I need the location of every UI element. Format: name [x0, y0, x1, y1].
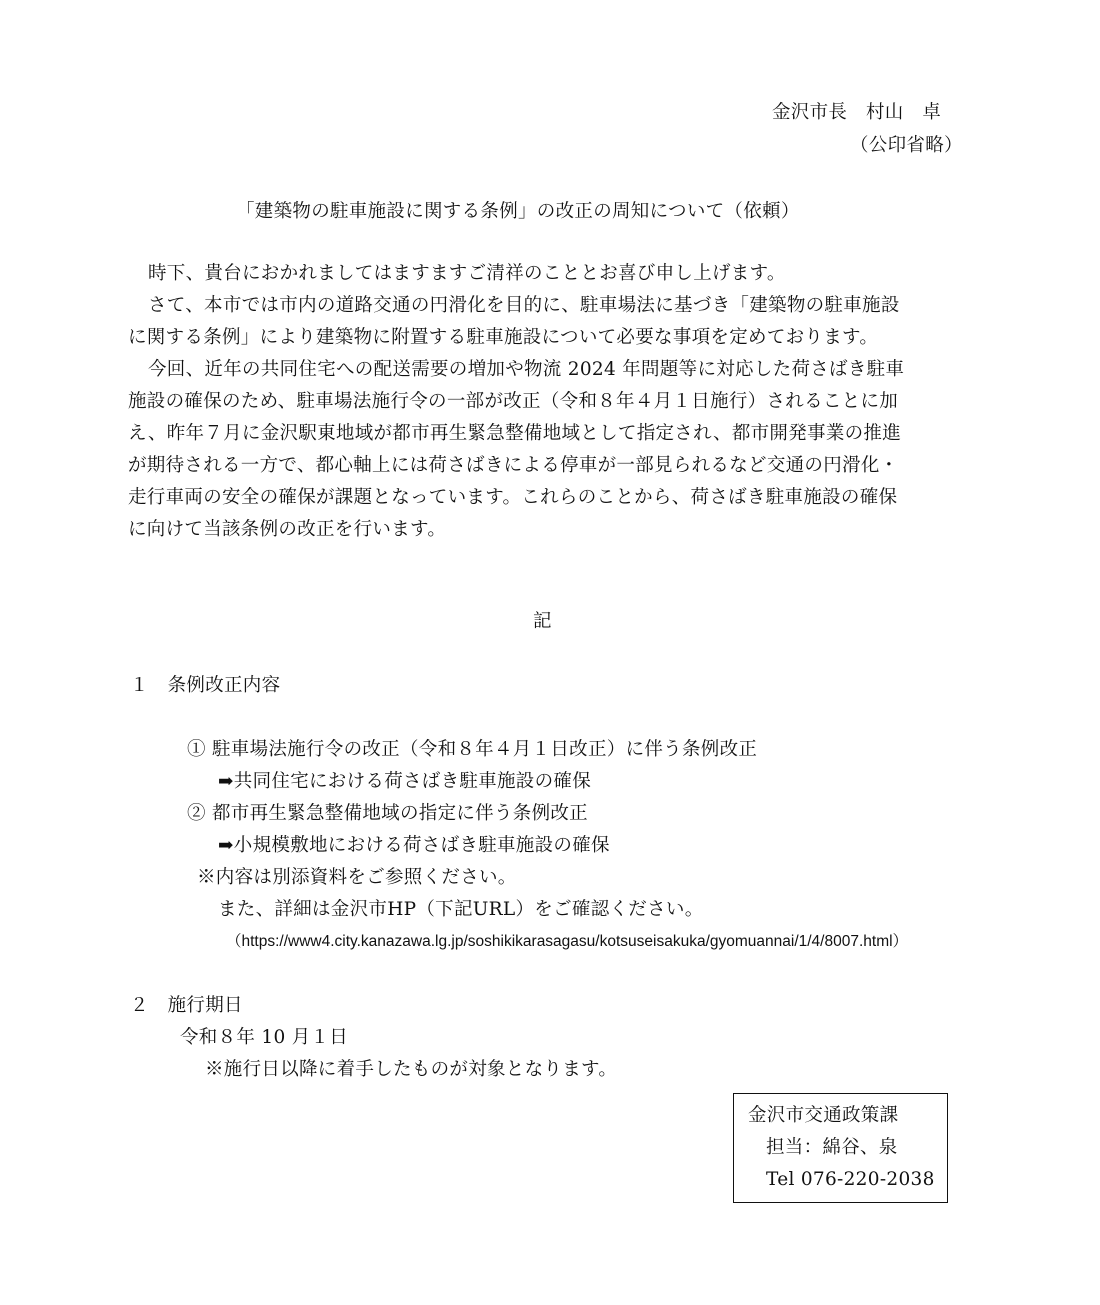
document-title: 「建築物の駐車施設に関する条例」の改正の周知について（依頼） [236, 201, 800, 222]
contact-department: 金沢市交通政策課 [748, 1105, 899, 1126]
seal-omitted-note: （公印省略） [850, 135, 963, 156]
section-1-note-1: ※内容は別添資料をご参照ください。 [197, 867, 517, 888]
body-paragraph-2-line-3: え、昨年７月に金沢駅東地域が都市再生緊急整備地域として指定され、都市開発事業の推進 [128, 423, 902, 444]
section-1-heading: １ 条例改正内容 [130, 675, 281, 696]
section-1-item-1: ① 駐車場法施行令の改正（令和８年４月１日改正）に伴う条例改正 [187, 739, 758, 760]
section-2-date: 令和８年 10 月１日 [180, 1027, 349, 1048]
body-paragraph-1-line-1: さて、本市では市内の道路交通の円滑化を目的に、駐車場法に基づき「建築物の駐車施設 [148, 295, 900, 316]
body-paragraph-2-line-5: 走行車両の安全の確保が課題となっています。これらのことから、荷さばき駐車施設の確保 [128, 487, 898, 508]
section-1-url-link[interactable]: （https://www4.city.kanazawa.lg.jp/soshikikarasagasu/kotsuseisakuka/gyomuannai/1/4/8007.html） [226, 933, 909, 950]
section-1-item-1-sub: ➡共同住宅における荷さばき駐車施設の確保 [218, 771, 592, 792]
greeting-text: 時下、貴台におかれましてはますますご清祥のこととお喜び申し上げます。 [148, 263, 786, 284]
contact-staff: 担当：綿谷、泉 [766, 1137, 898, 1158]
body-paragraph-1-line-2: に関する条例」により建築物に附置する駐車施設について必要な事項を定めております。 [128, 327, 879, 348]
body-paragraph-2-line-1: 今回、近年の共同住宅への配送需要の増加や物流 2024 年問題等に対応した荷さばき駐車 [148, 359, 905, 380]
contact-tel: Tel 076-220-2038 [766, 1169, 935, 1190]
section-1-note-2: また、詳細は金沢市HP（下記URL）をご確認ください。 [218, 899, 704, 920]
body-paragraph-2-line-6: に向けて当該条例の改正を行います。 [128, 519, 447, 540]
section-1-item-2-sub: ➡小規模敷地における荷さばき駐車施設の確保 [218, 835, 610, 856]
ki-heading: 記 [533, 611, 552, 632]
sender-name: 金沢市長 村山 卓 [772, 102, 942, 123]
body-paragraph-2-line-4: が期待される一方で、都心軸上には荷さばきによる停車が一部見られるなど交通の円滑化・ [128, 455, 899, 476]
section-2-note: ※施行日以降に着手したものが対象となります。 [205, 1059, 618, 1080]
section-2-heading: ２ 施行期日 [130, 995, 243, 1016]
section-1-item-2: ② 都市再生緊急整備地域の指定に伴う条例改正 [187, 803, 588, 824]
body-paragraph-2-line-2: 施設の確保のため、駐車場法施行令の一部が改正（令和８年４月１日施行）されることに加 [128, 391, 899, 412]
